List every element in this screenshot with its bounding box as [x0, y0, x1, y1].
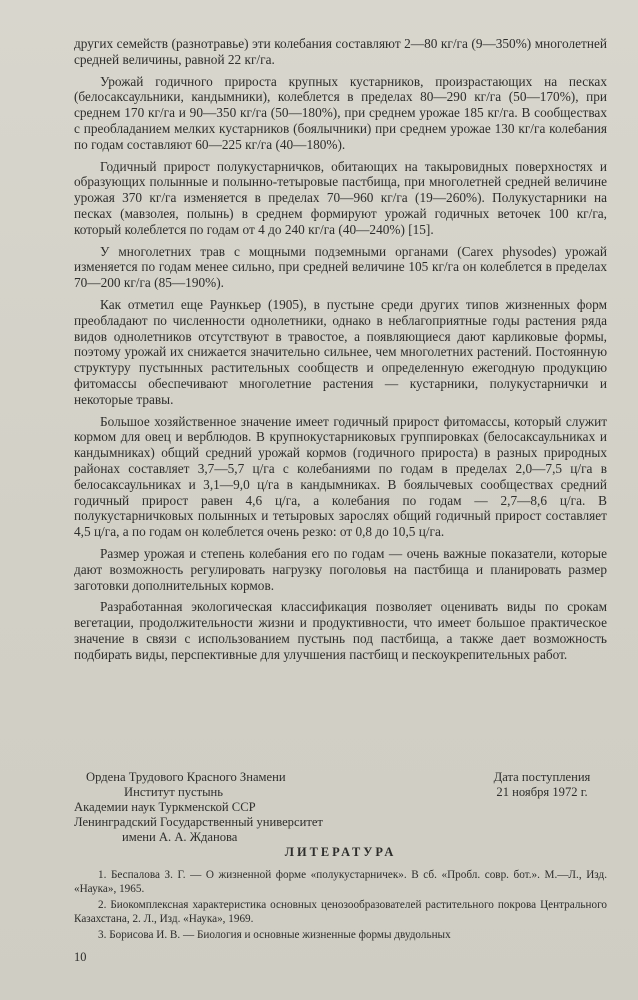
affiliation-line: Институт пустынь [124, 785, 224, 799]
page-number: 10 [74, 950, 87, 964]
affiliation-line: Академии наук Туркменской ССР [74, 800, 256, 814]
affiliation-line: Ленинградский Государственный университет [74, 815, 323, 829]
received-value: 21 ноября 1972 г. [496, 785, 588, 799]
paragraph: Разработанная экологическая классификация позволяет оценивать виды по срокам вегетации, продолжительности жизни и продуктивности, что имеет большое практическое значение в связи с использованием пустынь под пастбища, а также дает возможность подбирать виды, перспективные для улучшения пастбищ и пескоукрепительных работ. [74, 599, 607, 662]
affiliation-line: имени А. А. Жданова [122, 830, 238, 844]
reference-item: 3. Борисова И. В. — Биология и основные жизненные формы двудольных [98, 929, 451, 941]
literature-heading: ЛИТЕРАТУРА [284, 845, 397, 859]
paragraph: Годичный прирост полукустарничков, обитающих на такыровидных поверхностях и образующих полынные и полынно-тетыровые пастбища, при многолетней средней величине урожая 370 кг/га изменяется в пределах 70—960 кг/га (19—260%). Полукустарники на песках (мавзолея, полынь) в среднем формируют урожай годичных веточек 100 кг/га, который колеблется по годам от 4 до 240 кг/га (40—240%) [15]. [74, 158, 607, 237]
paragraph: Размер урожая и степень колебания его по годам — очень важные показатели, которые дают возможность регулировать нагрузку поголовья на пастбища и планировать размер заготовки дополнительных кормов. [74, 545, 607, 593]
paragraph: Большое хозяйственное значение имеет годичный прирост фитомассы, который служит кормом для овец и верблюдов. В крупнокустарниковых группировках (белосаксаульниках и кандымниках) общий средний урожай кормов (годичного прироста) в разных природных районах составляет 3,7—5,7 ц/га с колебаниями по годам в пределах 2,0—7,5 ц/га в белосаксаульниках и 3,1—9,0 ц/га в кандымниках. В боялычевых сообществах средний годичный прирост равен 4,6 ц/га, а колебания по годам — 2,7—8,6 ц/га. В полукустарничковых полынных и тетыровых зарослях общий годичный прирост составляет 4,5 ц/га, а по годам он колеблется очень резко: от 0,8 до 10,5 ц/га. [74, 413, 607, 540]
paragraph: других семейств (разнотравье) эти колебания составляют 2—80 кг/га (9—350%) многолетней средней величины, равной 22 кг/га. [74, 36, 607, 67]
paragraph: Урожай годичного прироста крупных кустарников, произрастающих на песках (белосаксаульники, кандымники), колеблется в пределах 80—290 кг/га (50—170%), при среднем 170 кг/га и 90—350 кг/га (50—180%), при среднем урожае 185 кг/га. В сообществах с преобладанием мелких кустарников (боялычники) при среднем урожае 130 кг/га колебания по годам составляют 60—225 кг/га (40—180%). [74, 73, 607, 152]
paragraph: Как отметил еще Раункьер (1905), в пустыне среди других типов жизненных форм преобладают по численности однолетники, однако в неблагоприятные годы растения ряда видов однолетников отсутствуют в травостое, а появляющиеся дают карликовые формы, поэтому урожай их снижается значительно сильнее, чем многолетних растений. Постоянную структуру пустынных растительных сообществ и определенную ежегодную продукцию фитомассы обеспечивают многолетние растения — кустарники, полукустарнички и некоторые травы. [74, 296, 607, 407]
reference-item: 1. Беспалова З. Г. — О жизненной форме «полукустарничек». В сб. «Пробл. совр. бот.». М.—Л., Изд. «Наука», 1965. [74, 869, 607, 895]
affiliation [74, 770, 374, 845]
paragraph: У многолетних трав с мощными подземными органами (Carex physodes) урожай изменяется по годам менее сильно, при средней величине 105 кг/га он колеблется в пределах 70—200 кг/га (85—190%). [74, 243, 607, 291]
received-label: Дата поступления [493, 770, 591, 784]
main-text [74, 36, 607, 668]
reference-item: 2. Биокомплексная характеристика основных ценозообразователей растительного покрова Центрального Казахстана, 2. Л., Изд. «Наука», 1969. [74, 899, 607, 925]
signature-block [74, 764, 607, 844]
references-list [74, 868, 607, 944]
received-date [477, 770, 607, 800]
affiliation-line: Ордена Трудового Красного Знамени [86, 770, 286, 784]
